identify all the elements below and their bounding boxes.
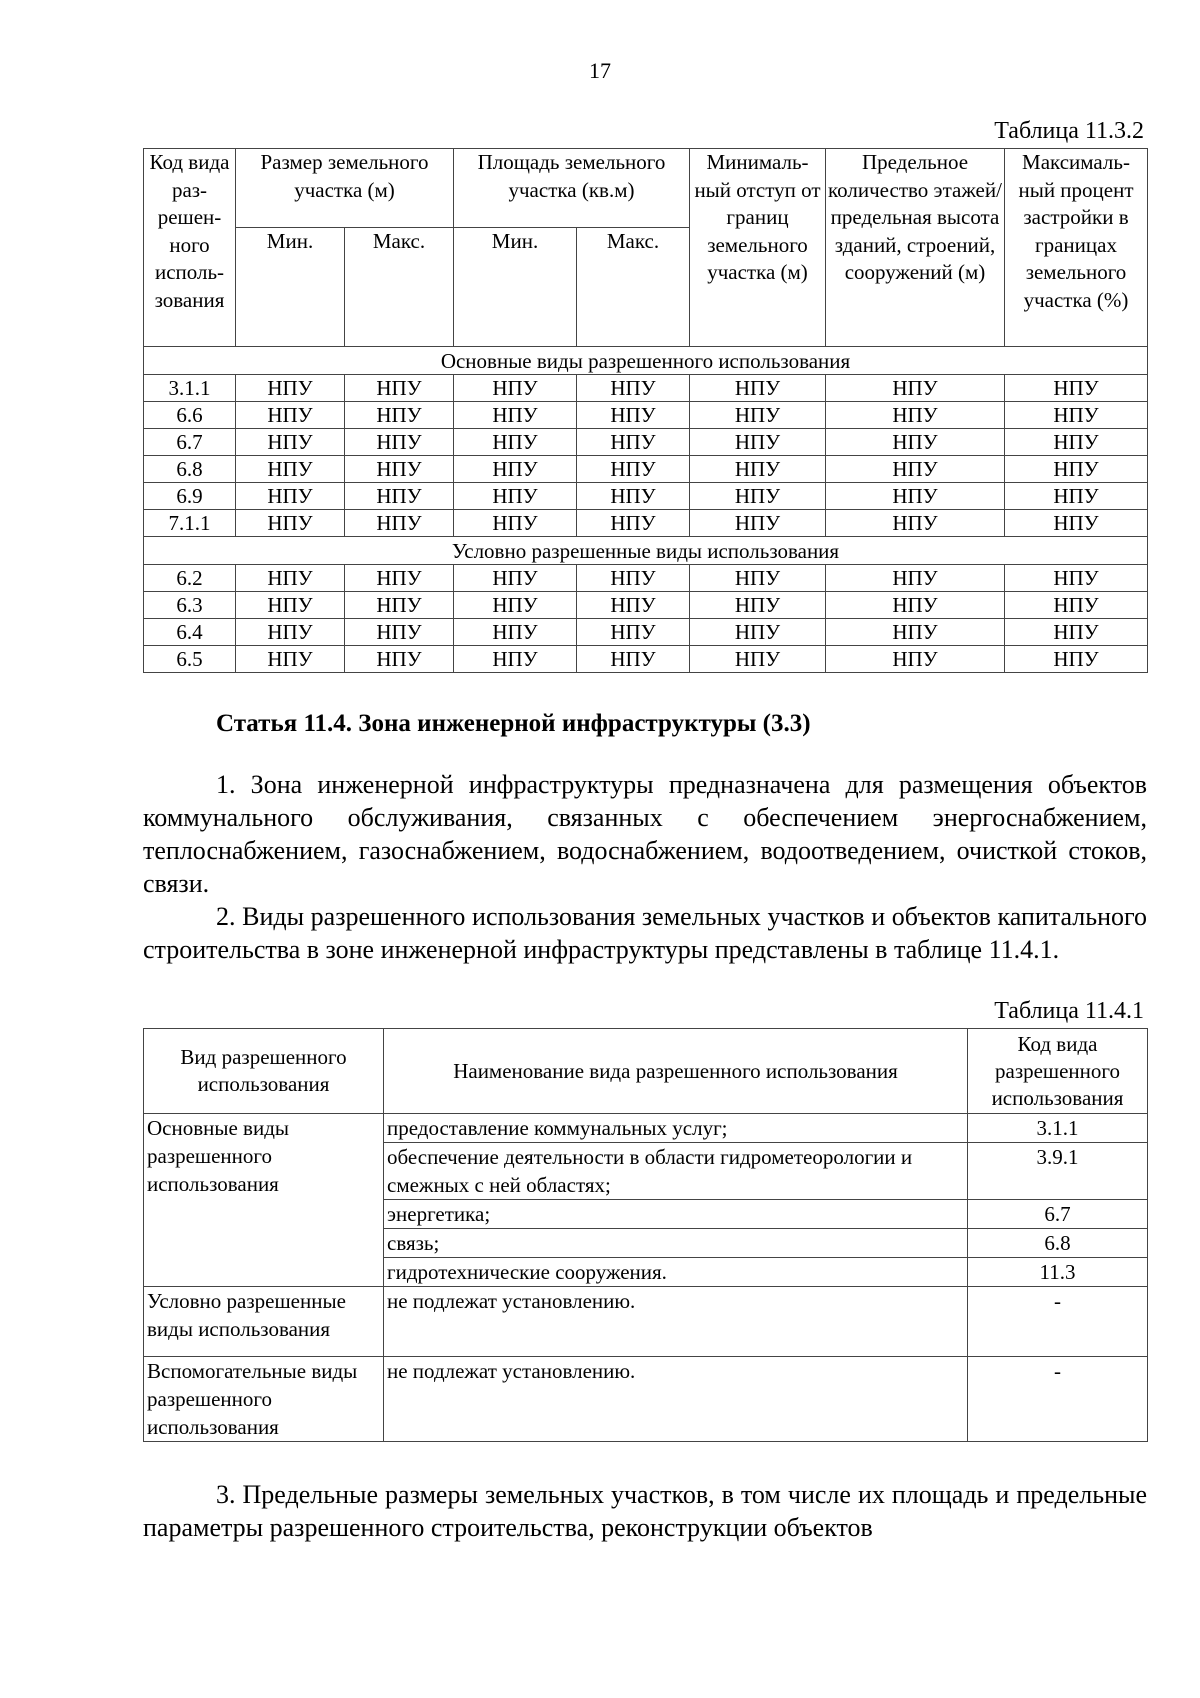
table-row xyxy=(144,619,1148,646)
row-value: НПУ xyxy=(345,456,454,483)
row-value: НПУ xyxy=(345,646,454,673)
row-value: НПУ xyxy=(690,646,826,673)
row-value: НПУ xyxy=(454,510,577,537)
row-value: НПУ xyxy=(826,565,1005,592)
row-value: НПУ xyxy=(345,510,454,537)
row-value: НПУ xyxy=(345,402,454,429)
header-percent: Максималь-ный процент застройки в границах земельного участка (%) xyxy=(1005,149,1148,347)
table-row xyxy=(144,456,1148,483)
table-caption: Таблица 11.4.1 xyxy=(994,998,1144,1024)
row-value: НПУ xyxy=(690,592,826,619)
row-value: НПУ xyxy=(577,565,690,592)
use-code: 3.9.1 xyxy=(968,1143,1148,1200)
use-code: 3.1.1 xyxy=(968,1114,1148,1143)
use-name: обеспечение деятельности в области гидрометеорологии и смежных с ней областях; xyxy=(384,1143,968,1200)
use-name: предоставление коммунальных услуг; xyxy=(384,1114,968,1143)
use-code: - xyxy=(968,1287,1148,1357)
row-value: НПУ xyxy=(454,456,577,483)
row-value: НПУ xyxy=(236,646,345,673)
row-code: 6.4 xyxy=(144,619,236,646)
row-value: НПУ xyxy=(236,565,345,592)
permitted-use-table xyxy=(143,1028,1148,1442)
row-value: НПУ xyxy=(236,402,345,429)
row-value: НПУ xyxy=(236,375,345,402)
header-code: Код вида раз-решен-ного исполь-зования xyxy=(144,149,236,347)
table-row xyxy=(144,402,1148,429)
paragraph-2: 2. Виды разрешенного использования земельных участков и объектов капитального строительства в зоне инженерной инфраструктуры представлены в таблице 11.4.1. xyxy=(143,902,1147,964)
row-value: НПУ xyxy=(1005,375,1148,402)
article-heading: Статья 11.4. Зона инженерной инфраструктуры (3.3) xyxy=(216,710,811,737)
row-value: НПУ xyxy=(454,429,577,456)
row-value: НПУ xyxy=(345,565,454,592)
row-value: НПУ xyxy=(690,456,826,483)
row-code: 6.8 xyxy=(144,456,236,483)
header-code: Код вида разрешенного использования xyxy=(968,1029,1148,1114)
row-code: 7.1.1 xyxy=(144,510,236,537)
row-value: НПУ xyxy=(1005,429,1148,456)
table-caption: Таблица 11.3.2 xyxy=(994,118,1144,144)
header-size-min: Мин. xyxy=(236,228,345,347)
use-name: гидротехнические сооружения. xyxy=(384,1258,968,1287)
header-area-max: Макс. xyxy=(577,228,690,347)
section-conditional: Условно разрешенные виды использования xyxy=(144,537,1148,565)
row-value: НПУ xyxy=(236,483,345,510)
row-value: НПУ xyxy=(577,592,690,619)
row-value: НПУ xyxy=(1005,565,1148,592)
row-value: НПУ xyxy=(454,592,577,619)
row-value: НПУ xyxy=(1005,456,1148,483)
use-name: связь; xyxy=(384,1229,968,1258)
row-value: НПУ xyxy=(826,429,1005,456)
header-area-min: Мин. xyxy=(454,228,577,347)
row-value: НПУ xyxy=(826,510,1005,537)
paragraph-1: 1. Зона инженерной инфраструктуры предназначена для размещения объектов коммунального обслуживания, связанных с обеспечением энергоснабжением, теплоснабжением, газоснабжением, водоснабжением, водоотведением, очисткой стоков, связи. xyxy=(143,770,1147,898)
row-code: 6.5 xyxy=(144,646,236,673)
use-code: 6.7 xyxy=(968,1200,1148,1229)
row-code: 6.2 xyxy=(144,565,236,592)
row-value: НПУ xyxy=(826,402,1005,429)
header-area: Площадь земельного участка (кв.м) xyxy=(454,149,690,228)
row-value: НПУ xyxy=(236,510,345,537)
row-code: 3.1.1 xyxy=(144,375,236,402)
use-code: 11.3 xyxy=(968,1258,1148,1287)
row-value: НПУ xyxy=(577,402,690,429)
row-value: НПУ xyxy=(690,565,826,592)
row-value: НПУ xyxy=(236,592,345,619)
row-value: НПУ xyxy=(826,375,1005,402)
row-code: 6.9 xyxy=(144,483,236,510)
row-value: НПУ xyxy=(345,375,454,402)
group-conditional: Условно разрешенные виды использования xyxy=(144,1287,384,1357)
header-setback: Минималь-ный отступ от границ земельного участка (м) xyxy=(690,149,826,347)
row-value: НПУ xyxy=(690,402,826,429)
parameters-table xyxy=(143,148,1148,673)
header-floors: Предельное количество этажей/ предельная высота зданий, строений, сооружений (м) xyxy=(826,149,1005,347)
row-value: НПУ xyxy=(826,592,1005,619)
row-value: НПУ xyxy=(826,483,1005,510)
row-value: НПУ xyxy=(345,483,454,510)
row-code: 6.6 xyxy=(144,402,236,429)
row-value: НПУ xyxy=(577,483,690,510)
section-main: Основные виды разрешенного использования xyxy=(144,347,1148,375)
header-name: Наименование вида разрешенного использования xyxy=(384,1029,968,1114)
row-value: НПУ xyxy=(454,565,577,592)
row-value: НПУ xyxy=(577,510,690,537)
row-value: НПУ xyxy=(690,483,826,510)
row-code: 6.7 xyxy=(144,429,236,456)
row-value: НПУ xyxy=(690,619,826,646)
row-value: НПУ xyxy=(577,429,690,456)
row-value: НПУ xyxy=(1005,510,1148,537)
row-value: НПУ xyxy=(236,429,345,456)
row-value: НПУ xyxy=(1005,483,1148,510)
row-value: НПУ xyxy=(826,619,1005,646)
table-row xyxy=(144,429,1148,456)
row-value: НПУ xyxy=(690,510,826,537)
header-size: Размер земельного участка (м) xyxy=(236,149,454,228)
row-value: НПУ xyxy=(826,646,1005,673)
row-value: НПУ xyxy=(577,456,690,483)
row-value: НПУ xyxy=(454,619,577,646)
row-value: НПУ xyxy=(577,619,690,646)
row-value: НПУ xyxy=(1005,646,1148,673)
row-value: НПУ xyxy=(345,619,454,646)
row-value: НПУ xyxy=(236,619,345,646)
row-value: НПУ xyxy=(577,375,690,402)
use-code: 6.8 xyxy=(968,1229,1148,1258)
group-auxiliary: Вспомогательные виды разрешенного использования xyxy=(144,1357,384,1442)
group-main: Основные виды разрешенного использования xyxy=(144,1114,384,1287)
header-size-max: Макс. xyxy=(345,228,454,347)
row-value: НПУ xyxy=(577,646,690,673)
table-row xyxy=(144,375,1148,402)
header-type: Вид разрешенного использования xyxy=(144,1029,384,1114)
table-row xyxy=(144,592,1148,619)
use-name: энергетика; xyxy=(384,1200,968,1229)
table-row xyxy=(144,565,1148,592)
table-row xyxy=(144,483,1148,510)
use-name: не подлежат установлению. xyxy=(384,1357,968,1442)
row-value: НПУ xyxy=(345,592,454,619)
row-value: НПУ xyxy=(1005,592,1148,619)
row-value: НПУ xyxy=(454,375,577,402)
row-value: НПУ xyxy=(1005,402,1148,429)
row-value: НПУ xyxy=(454,483,577,510)
use-name: не подлежат установлению. xyxy=(384,1287,968,1357)
row-value: НПУ xyxy=(690,429,826,456)
use-code: - xyxy=(968,1357,1148,1442)
row-value: НПУ xyxy=(236,456,345,483)
table-row xyxy=(144,510,1148,537)
row-value: НПУ xyxy=(454,402,577,429)
table-row xyxy=(144,646,1148,673)
row-code: 6.3 xyxy=(144,592,236,619)
row-value: НПУ xyxy=(826,456,1005,483)
row-value: НПУ xyxy=(690,375,826,402)
row-value: НПУ xyxy=(345,429,454,456)
page-number: 17 xyxy=(589,58,611,83)
row-value: НПУ xyxy=(1005,619,1148,646)
paragraph-3: 3. Предельные размеры земельных участков, в том числе их площадь и предельные параметры разрешенного строительства, реконструкции объектов xyxy=(143,1480,1147,1542)
row-value: НПУ xyxy=(454,646,577,673)
